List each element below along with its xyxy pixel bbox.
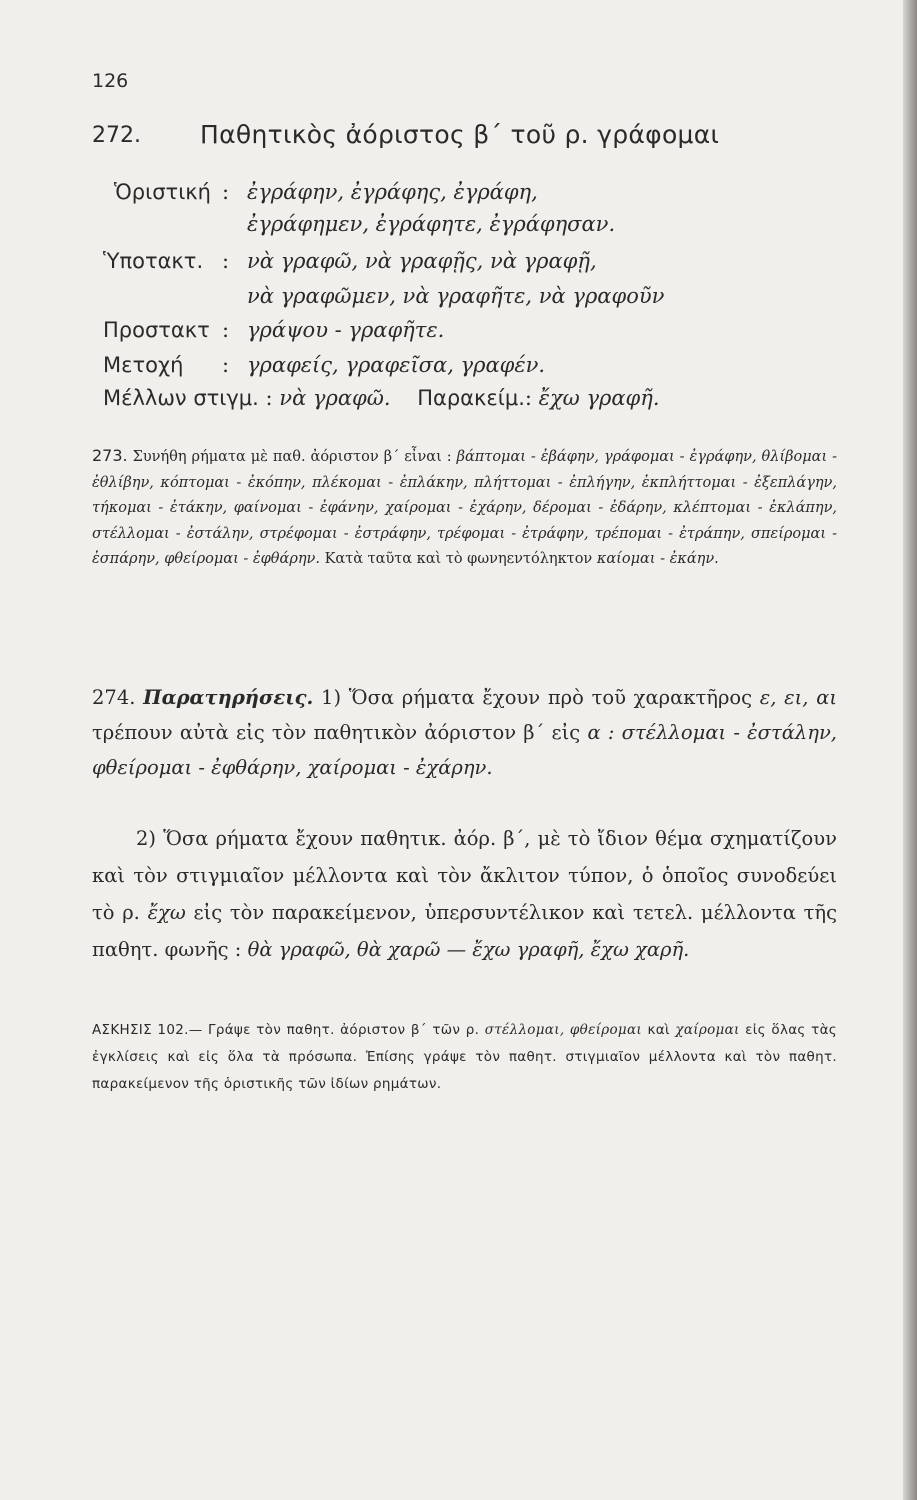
section-274-text: 1) Ὅσα ρήματα ἔχουν πρὸ τοῦ χαρακτῆρος [321, 686, 753, 709]
section-274-italic: α : στέλλομαι - ἐστάλην, φθείρομαι - ἐφθάρην, χαίρομαι - ἐχάρην. [92, 721, 837, 779]
section-274-paragraph-2 [92, 820, 837, 968]
conjugation-colon: : [222, 353, 230, 377]
page-edge-shadow [903, 0, 917, 1500]
exercise-label: ΑΣΚΗΣΙΣ 102.— [92, 1022, 203, 1038]
section-272-number: 272. [92, 123, 141, 148]
section-273-paragraph [92, 443, 837, 573]
conjugation-colon: : [222, 318, 230, 342]
section-274-heading: Παρατηρήσεις. [143, 686, 314, 709]
conjugation-row [103, 318, 210, 342]
conjugation-forms: γραφείς, γραφεῖσα, γραφέν. [247, 353, 546, 377]
conjugation-row: Μέλλων στιγμ. : νὰ γραφῶ. Παρακείμ.: ἔχω γραφῆ. [103, 386, 660, 410]
exercise-italic: στέλλομαι, φθείρομαι [484, 1022, 642, 1038]
exercise-102 [92, 1017, 837, 1098]
section-274-italic: ἔχω [147, 901, 186, 924]
conjugation-forms: νὰ γραφῶ. [279, 386, 391, 410]
conjugation-row [114, 180, 211, 204]
conjugation-forms: ἐγράφην, ἐγράφης, ἐγράφη, [247, 180, 538, 204]
conjugation-forms: γράψου - γραφῆτε. [247, 318, 445, 342]
conjugation-forms: νὰ γραφῶ, νὰ γραφῇς, νὰ γραφῇ, [247, 249, 597, 273]
mood-label: Παρακείμ. [417, 386, 525, 410]
section-274-text: τρέπουν αὐτὰ εἰς τὸν παθητικὸν ἀόριστον β΄ εἰς [92, 721, 581, 744]
section-273-tail-example: καίομαι - ἐκάην. [596, 551, 719, 568]
section-273-number: 273. [92, 446, 128, 465]
section-274-paragraph-1 [92, 680, 837, 785]
conjugation-forms: ἐγράφημεν, ἐγράφητε, ἐγράφησαν. [247, 212, 616, 236]
conjugation-forms: νὰ γραφῶμεν, νὰ γραφῆτε, νὰ γραφοῦν [247, 284, 665, 308]
conjugation-colon: : [222, 249, 230, 273]
section-274-italic: ε, ει, αι [759, 686, 838, 709]
exercise-italic: χαίρομαι [675, 1022, 740, 1038]
section-273-tail: Κατὰ ταῦτα καὶ τὸ φωνηεντόληκτον [324, 551, 593, 568]
section-274-italic: θὰ γραφῶ, θὰ χαρῶ — ἔχω γραφῆ, ἔχω χαρῆ. [247, 938, 690, 961]
exercise-text: καὶ [647, 1022, 670, 1038]
section-274-number: 274. [92, 686, 136, 709]
conjugation-row [103, 249, 203, 273]
exercise-text: Γράψε τὸν παθητ. ἀόριστον β΄ τῶν ρ. [208, 1022, 480, 1038]
mood-label: Μετοχή [103, 353, 184, 377]
exercise-text: εἰς ὅλας τὰς ἐγκλίσεις καὶ εἰς ὅλα τὰ πρόσωπα. Ἐπίσης γράψε τὸν παθητ. στιγμιαῖον μέλλοντα καὶ τὸν παθητ. παρακείμενον τῆς ὁριστικῆς τῶν ἰδίων ρημάτων. [92, 1022, 838, 1092]
section-274-text: 2) Ὅσα ρήματα ἔχουν παθητικ. ἀόρ. β΄, μὲ τὸ ἴδιον θέμα σχηματίζουν καὶ τὸν στιγμιαῖον μέλλοντα καὶ τὸν ἄκλιτον τύπον, ὁ ὁποῖος συνοδεύει τὸ ρ. [92, 827, 837, 924]
mood-label: Ὑποτακτ. [103, 249, 204, 273]
section-273-intro: Συνήθη ρήματα μὲ παθ. ἀόριστον β΄ εἶναι : [132, 449, 452, 465]
mood-label: Προστακτ [103, 318, 210, 342]
conjugation-colon: : [222, 180, 230, 204]
conjugation-forms: ἔχω γραφῆ. [538, 386, 660, 410]
page-number: 126 [92, 70, 129, 92]
section-274-text: εἰς τὸν παρακείμενον, ὑπερσυντέλικον καὶ τετελ. μέλλοντα τῆς παθητ. φωνῆς : [92, 901, 838, 961]
section-273-examples: βάπτομαι - ἐβάφην, γράφομαι - ἐγράφην, θλίβομαι - ἐθλίβην, κόπτομαι - ἐκόπην, πλέκομαι - ἐπλάκην, πλήττομαι - ἐπλήγην, ἐκπλήττομαι - ἐξεπλάγην, τήκομαι - ἐτάκην, φαίνομαι - ἐφάνην, χαίρομαι - ἐχάρην, δέρομαι - ἐδάρην, κλέπτομαι - ἐκλάπην, στέλλομαι - ἐστάλην, στρέφομαι - ἐστράφην, τρέφομαι - ἐτράφην, τρέπομαι - ἐτράπην, σπείρομαι - ἐσπάρην, φθείρομαι - ἐφθάρην. [92, 449, 838, 568]
section-272-title: Παθητικὸς ἀόριστος β΄ τοῦ ρ. γράφομαι [200, 120, 720, 149]
conjugation-row [103, 353, 183, 377]
mood-label: Μέλλων στιγμ. [103, 386, 259, 410]
mood-label: Ὁριστική [114, 180, 211, 204]
